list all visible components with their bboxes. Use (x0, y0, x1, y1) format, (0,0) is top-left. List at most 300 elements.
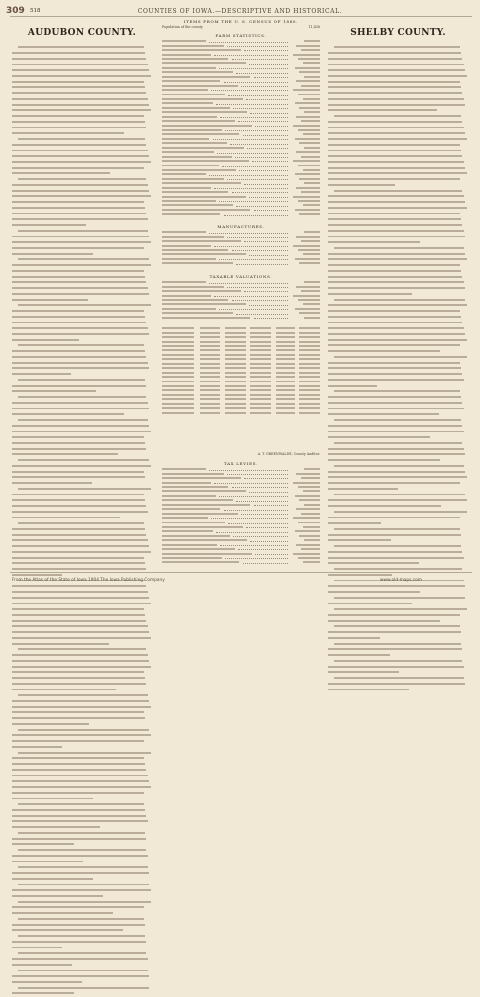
text-line-bar (12, 276, 145, 278)
row-label-bar (162, 249, 228, 251)
cell-bar (200, 407, 221, 409)
text-line (12, 138, 152, 142)
text-line (12, 820, 152, 824)
row-value-bar (303, 303, 320, 305)
text-line-bar (12, 367, 149, 369)
text-line (12, 614, 152, 618)
text-line (328, 539, 468, 543)
text-line-bar (334, 356, 467, 358)
text-line-bar (328, 276, 462, 278)
text-line (328, 115, 468, 119)
text-line (328, 683, 468, 687)
text-line-bar (12, 517, 120, 519)
row-leader (236, 206, 288, 207)
row-value-bar (301, 513, 320, 515)
text-line-bar (12, 281, 146, 283)
text-line-bar (12, 350, 145, 352)
cell-bar (250, 358, 271, 360)
text-line-bar (328, 431, 464, 433)
text-line-bar (328, 339, 467, 341)
text-line (12, 826, 152, 830)
text-line-bar (12, 545, 149, 547)
text-line (12, 534, 152, 538)
text-line-bar (328, 81, 460, 83)
text-line (12, 390, 152, 394)
text-line-bar (12, 310, 144, 312)
text-line-bar (12, 92, 146, 94)
row-label-bar (162, 178, 224, 180)
text-line (12, 499, 152, 503)
text-line (328, 276, 468, 280)
text-line (12, 792, 152, 796)
text-line-bar (12, 746, 62, 748)
text-line (12, 448, 152, 452)
text-line (328, 270, 468, 274)
row-leader (220, 117, 288, 118)
text-line (12, 803, 152, 807)
text-line (328, 505, 468, 509)
text-line (12, 539, 152, 543)
text-line (328, 373, 468, 377)
text-line (12, 333, 152, 337)
text-line-bar (12, 442, 145, 444)
row-label-bar (162, 94, 225, 96)
row-leader (236, 314, 288, 315)
row-value-bar (296, 187, 320, 189)
text-line (12, 975, 152, 979)
text-line-bar (328, 144, 460, 146)
text-line-bar (12, 270, 144, 272)
cell-bar (276, 358, 295, 360)
row-value-bar (298, 94, 320, 96)
text-line-bar (12, 339, 79, 341)
text-line-bar (12, 476, 145, 478)
text-line-bar (12, 539, 148, 541)
text-line-bar (328, 69, 465, 71)
text-line-bar (328, 591, 420, 593)
row-value-bar (293, 160, 320, 162)
text-line (12, 981, 152, 985)
row-leader (209, 283, 288, 284)
cell-bar (250, 345, 271, 347)
text-line-bar (12, 528, 145, 530)
text-line-bar (12, 511, 148, 513)
row-value-bar (298, 522, 320, 524)
text-line-bar (18, 987, 150, 989)
row-leader (254, 318, 289, 319)
text-line-bar (12, 734, 151, 736)
cell-bar (276, 394, 295, 396)
row-value-bar (301, 85, 320, 87)
row-leader (238, 121, 289, 122)
text-line (328, 224, 468, 228)
text-line (12, 585, 152, 589)
text-line (12, 362, 152, 366)
row-leader (232, 250, 289, 251)
text-line (12, 918, 152, 922)
text-line (328, 385, 468, 389)
row-value-bar (293, 196, 320, 198)
text-line (12, 562, 152, 566)
text-line-bar (12, 253, 93, 255)
row-label-bar (162, 165, 219, 167)
text-line-bar (328, 121, 462, 123)
text-line (12, 304, 152, 308)
text-line (328, 195, 468, 199)
row-value-bar (304, 40, 320, 42)
text-line-bar (18, 396, 147, 398)
page-stamp: 309 (6, 6, 25, 16)
text-line-bar (12, 534, 146, 536)
text-line (12, 264, 152, 268)
row-label-bar (162, 544, 217, 546)
text-line-bar (328, 637, 380, 639)
text-line-bar (12, 775, 148, 777)
text-line (12, 832, 152, 836)
row-value-bar (304, 504, 320, 506)
text-line (12, 144, 152, 148)
text-line (328, 150, 468, 154)
cell-bar (299, 407, 320, 409)
text-line (12, 299, 152, 303)
row-label-bar (162, 151, 214, 153)
cell-bar (276, 376, 295, 378)
text-line (12, 373, 152, 377)
text-line (12, 608, 152, 612)
text-line-bar (328, 585, 465, 587)
text-line-bar (18, 379, 145, 381)
text-line (328, 534, 468, 538)
text-line (328, 218, 468, 222)
text-line-bar (328, 293, 412, 295)
text-line-bar (12, 213, 146, 215)
row-value-bar (304, 539, 320, 541)
cell-bar (162, 398, 194, 400)
row-leader (241, 514, 288, 515)
row-leader (217, 153, 288, 154)
row-value-bar (301, 191, 320, 193)
text-line (12, 213, 152, 217)
row-value-bar (293, 89, 320, 91)
text-line (328, 322, 468, 326)
row-value-bar (301, 49, 320, 51)
text-line (328, 138, 468, 142)
text-line-bar (328, 236, 465, 238)
text-line-bar (328, 92, 462, 94)
row-leader (252, 161, 288, 162)
text-line (12, 843, 152, 847)
text-line-bar (12, 207, 145, 209)
text-line-bar (12, 121, 145, 123)
cell-bar (299, 341, 320, 343)
row-value-bar (304, 182, 320, 184)
text-line-bar (12, 981, 82, 983)
text-line-bar (328, 86, 461, 88)
row-value-bar (295, 67, 320, 69)
text-line (12, 425, 152, 429)
row-value-bar (304, 231, 320, 233)
cell-bar (162, 345, 194, 347)
row-leader (250, 541, 288, 542)
cell-bar (225, 341, 246, 343)
text-line (12, 178, 152, 182)
row-value-bar (296, 236, 320, 238)
row-leader (211, 90, 288, 91)
row-value-bar (299, 178, 320, 180)
text-line (328, 207, 468, 211)
cell-bar (200, 363, 221, 365)
text-line (328, 190, 468, 194)
text-line-bar (12, 620, 146, 622)
text-line (12, 46, 152, 50)
row-leader (244, 50, 288, 51)
text-line (328, 603, 468, 607)
text-line-bar (328, 367, 461, 369)
row-label-bar (162, 526, 243, 528)
text-line (12, 436, 152, 440)
text-line (12, 987, 152, 991)
cell-bar (225, 403, 246, 405)
text-line (12, 218, 152, 222)
text-line (328, 241, 468, 245)
row-value-bar (299, 71, 320, 73)
text-line (328, 562, 468, 566)
cell-bar (162, 407, 194, 409)
text-line (328, 637, 468, 641)
row-value-bar (299, 262, 320, 264)
text-line (328, 247, 468, 251)
text-line-bar (328, 224, 462, 226)
text-line (12, 236, 152, 240)
row-leader (224, 82, 289, 83)
text-line-bar (18, 935, 145, 937)
cell-bar (225, 385, 246, 387)
text-line-bar (12, 809, 145, 811)
cell-bar (200, 341, 221, 343)
text-line (12, 511, 152, 515)
text-line (328, 453, 468, 457)
text-line (328, 379, 468, 383)
cell-bar (162, 381, 194, 383)
text-line (328, 127, 468, 131)
text-line (12, 711, 152, 715)
text-line-bar (328, 574, 392, 576)
text-line (328, 494, 468, 498)
text-line (12, 924, 152, 928)
text-line-bar (12, 155, 149, 157)
text-line (12, 172, 152, 176)
population-row (162, 25, 320, 29)
cell-bar (250, 341, 271, 343)
text-line (12, 207, 152, 211)
text-line (328, 64, 468, 68)
row-label-bar (162, 258, 216, 260)
table-row (162, 261, 320, 265)
row-value-bar (301, 120, 320, 122)
row-leader (224, 510, 289, 511)
text-line (12, 402, 152, 406)
cell-bar (162, 327, 194, 329)
text-line (12, 683, 152, 687)
row-label-bar (162, 535, 230, 537)
text-line-bar (328, 195, 464, 197)
text-line-bar (334, 442, 463, 444)
text-line-bar (18, 752, 151, 754)
row-leader (219, 68, 289, 69)
text-line (328, 367, 468, 371)
text-line (12, 339, 152, 343)
text-line-bar (12, 585, 146, 587)
text-line-bar (12, 941, 146, 943)
taxable-valuations-table (162, 280, 320, 322)
text-line-bar (328, 253, 465, 255)
text-line-bar (12, 608, 144, 610)
shelby-text (328, 45, 468, 565)
text-line (12, 706, 152, 710)
row-leader (232, 300, 289, 301)
row-value-bar (295, 209, 320, 211)
text-line-bar (328, 213, 460, 215)
row-leader (214, 55, 288, 56)
text-line (12, 75, 152, 79)
text-line-bar (334, 465, 464, 467)
table-row (162, 212, 320, 216)
row-label-bar (162, 111, 247, 113)
text-line-bar (12, 505, 146, 507)
text-line-bar (12, 247, 144, 249)
text-line-bar (328, 98, 464, 100)
text-line-bar (12, 557, 144, 559)
row-leader (209, 42, 288, 43)
text-line (12, 660, 152, 664)
cell-bar (250, 389, 271, 391)
cell-bar (250, 354, 271, 356)
text-line-bar (18, 832, 145, 834)
row-label-bar (162, 156, 232, 158)
row-leader (227, 474, 289, 475)
text-line (328, 236, 468, 240)
row-leader (211, 518, 288, 519)
row-value-bar (296, 544, 320, 546)
text-line (12, 310, 152, 314)
text-line (12, 780, 152, 784)
text-line-bar (328, 58, 462, 60)
text-line (12, 775, 152, 779)
text-line-bar (12, 236, 149, 238)
text-line (12, 631, 152, 635)
text-line-bar (12, 150, 148, 152)
row-value-bar (295, 173, 320, 175)
text-line (12, 912, 152, 916)
text-line-bar (12, 52, 145, 54)
text-line (328, 396, 468, 400)
text-line (328, 172, 468, 176)
text-line-bar (334, 597, 466, 599)
cell-bar (299, 381, 320, 383)
cell-bar (200, 336, 221, 338)
text-line (328, 402, 468, 406)
row-value-bar (304, 111, 320, 113)
text-line (12, 809, 152, 813)
text-line-bar (12, 362, 148, 364)
row-label-bar (162, 312, 233, 314)
text-line (12, 316, 152, 320)
footer-credit: From the Atlas of the State of Iowa 1904 The Iowa Publishing Company (12, 578, 165, 583)
text-line (12, 459, 152, 463)
cell-bar (276, 345, 295, 347)
row-leader (219, 259, 289, 260)
row-label-bar (162, 191, 228, 193)
cell-bar (225, 354, 246, 356)
text-line-bar (12, 711, 144, 713)
row-label-bar (162, 120, 235, 122)
row-label-bar (162, 561, 239, 563)
text-line-bar (12, 861, 83, 863)
cell-bar (299, 327, 320, 329)
text-line (12, 815, 152, 819)
text-line (328, 201, 468, 205)
row-leader (227, 179, 289, 180)
text-line (12, 958, 152, 962)
cell-bar (250, 398, 271, 400)
row-value-bar (298, 486, 320, 488)
row-value-bar (299, 312, 320, 314)
row-value-bar (299, 535, 320, 537)
text-line-bar (328, 287, 465, 289)
text-line (328, 631, 468, 635)
cell-bar (225, 389, 246, 391)
text-line-bar (12, 820, 148, 822)
text-line (328, 436, 468, 440)
township-valuations-table (162, 326, 320, 446)
text-line-bar (18, 952, 147, 954)
text-line (328, 625, 468, 629)
row-label-bar (162, 129, 222, 131)
cell-bar (200, 354, 221, 356)
row-value-bar (301, 548, 320, 550)
cell-bar (162, 403, 194, 405)
text-line (12, 557, 152, 561)
row-value-bar (295, 102, 320, 104)
text-line-bar (12, 167, 144, 169)
text-line (12, 442, 152, 446)
row-label-bar (162, 262, 233, 264)
text-line-bar (328, 264, 460, 266)
text-line-bar (12, 322, 146, 324)
row-value-bar (298, 165, 320, 167)
text-line-bar (12, 568, 146, 570)
text-line-bar (334, 115, 461, 117)
text-line (328, 488, 468, 492)
cell-bar (299, 358, 320, 360)
row-leader (227, 237, 289, 238)
cell-bar (250, 394, 271, 396)
row-label-bar (162, 71, 233, 73)
text-line (12, 964, 152, 968)
text-line (328, 350, 468, 354)
text-line (12, 327, 152, 331)
text-line (328, 465, 468, 469)
text-line-bar (328, 471, 465, 473)
text-line-bar (334, 660, 463, 662)
text-line (12, 350, 152, 354)
text-line-bar (18, 970, 148, 972)
text-line (12, 545, 152, 549)
row-leader (255, 126, 288, 127)
text-line-bar (12, 723, 89, 725)
text-line (328, 448, 468, 452)
text-line (328, 344, 468, 348)
